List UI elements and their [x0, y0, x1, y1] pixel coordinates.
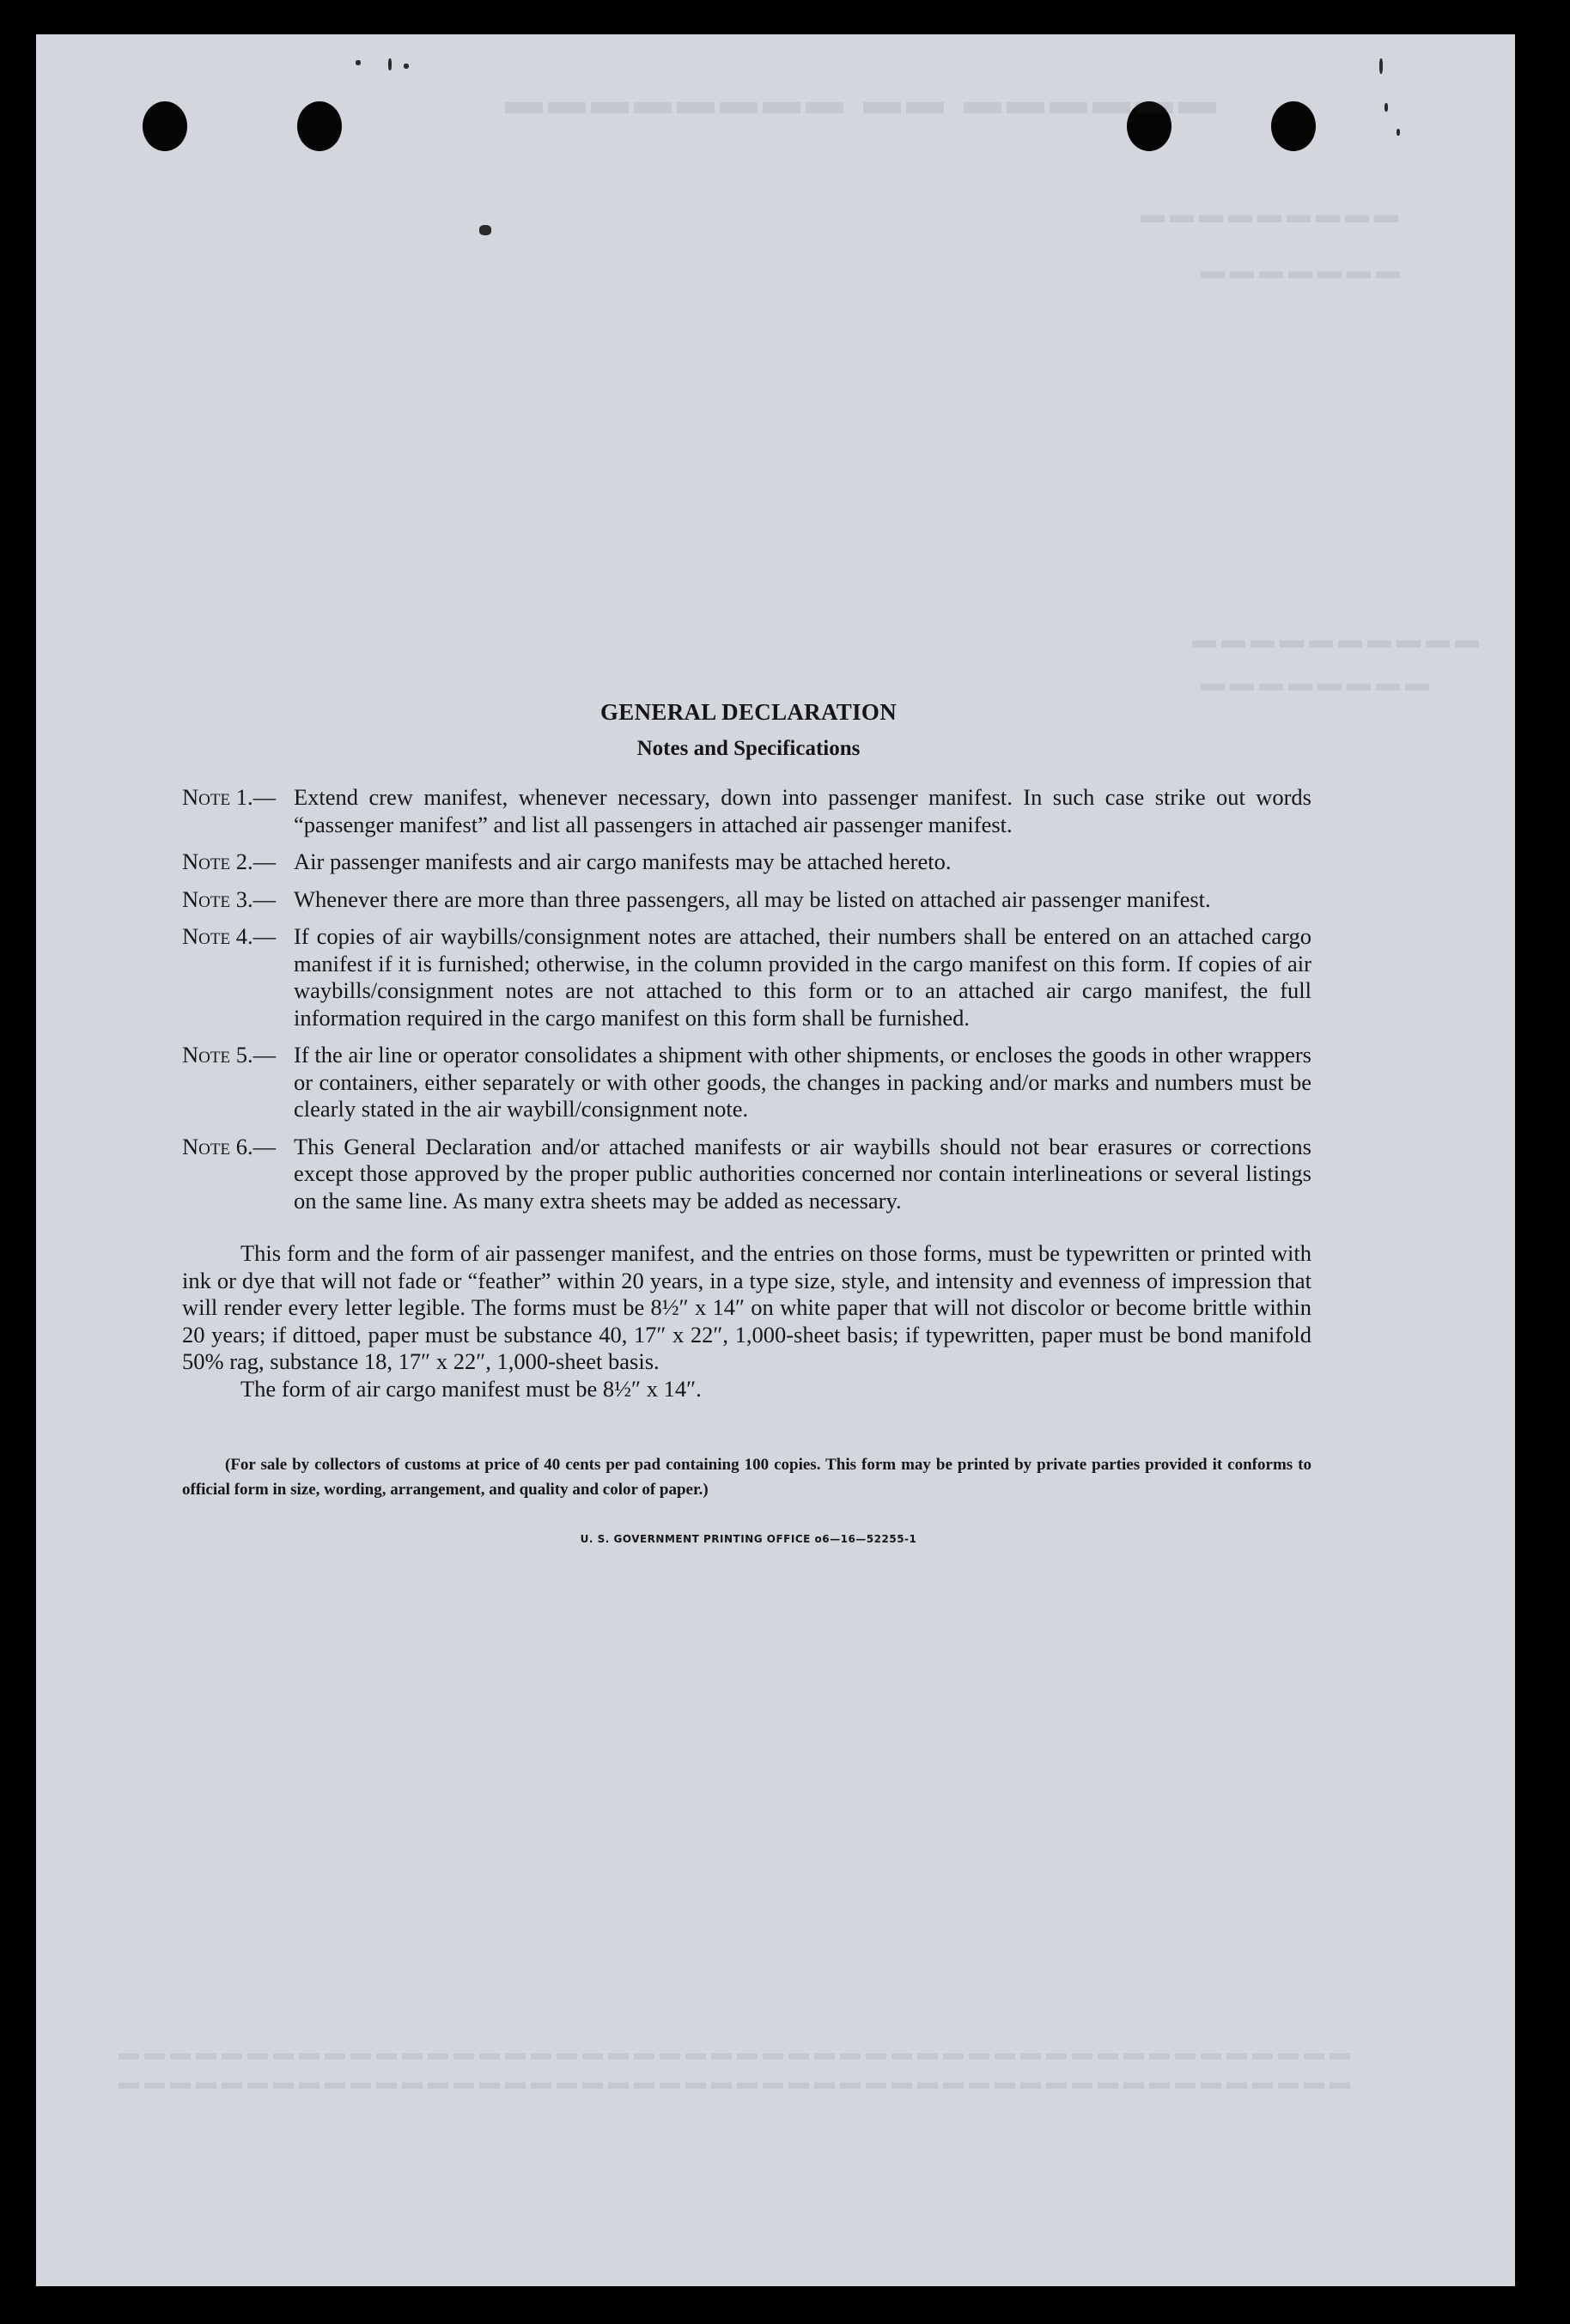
- declaration-text-block: [182, 699, 1311, 1554]
- cargo-manifest-size-paragraph: The form of air cargo manifest must be 8½″ x 14″.: [240, 1375, 702, 1402]
- note-2: [182, 849, 1311, 876]
- note-4: [182, 923, 1311, 1031]
- ink-speck: [356, 60, 361, 65]
- note-text: Extend crew manifest, whenever necessary, down into passenger manifest. In such case strike out words “passenger manifest” and list all passengers in attached air passenger manifest.: [294, 784, 1311, 837]
- note-5: [182, 1042, 1311, 1123]
- page-subtitle: Notes and Specifications: [636, 736, 861, 760]
- document-page: [36, 34, 1515, 2286]
- note-text: Whenever there are more than three passengers, all may be listed on attached air passenger manifest.: [294, 885, 1211, 912]
- ink-speck: [479, 225, 491, 235]
- ink-speck: [1384, 103, 1388, 112]
- note-label: Note 5.—: [182, 1042, 277, 1068]
- page-title: GENERAL DECLARATION: [599, 699, 897, 725]
- note-label: Note 2.—: [182, 849, 277, 874]
- note-6: [182, 1134, 1311, 1215]
- notes-list: [182, 784, 1311, 1214]
- bleed-through-texture: ▬▬▬▬▬▬▬▬: [1196, 670, 1429, 697]
- bleed-through-texture: ▬▬▬▬▬▬▬▬▬: [1135, 202, 1398, 228]
- sale-notice: (For sale by collectors of customs at price of 40 cents per pad containing 100 copies. This form may be printed by private parties provided it conforms to official form in size, wording, arrangement, and quality and color of paper.): [182, 1456, 1311, 1499]
- ink-speck: [1379, 58, 1383, 74]
- punch-hole: [297, 101, 342, 151]
- note-text: This General Declaration and/or attached manifests or air waybills should not bear erasures or corrections except those approved by the proper public authorities concerned nor contain interlineations or several listings on the same line. As many extra sheets may be added as necessary.: [294, 1133, 1311, 1214]
- bleed-through-texture: ▬▬▬▬▬▬ ▬▬ ▬▬▬▬▬▬▬▬: [500, 80, 1216, 122]
- ink-speck: [388, 58, 392, 70]
- note-label: Note 6.—: [182, 1133, 277, 1159]
- note-3: [182, 886, 1311, 914]
- note-text: If the air line or operator consolidates a shipment with other shipments, or encloses the goods in other wrappers or containers, either separately or with other goods, the changes in packing and/or marks and numbers must be clearly stated in the air waybill/consignment note.: [294, 1042, 1311, 1122]
- printer-imprint: U. S. GOVERNMENT PRINTING OFFICE o6—16—52255-1: [580, 1533, 917, 1545]
- note-label: Note 1.—: [182, 784, 277, 810]
- note-1: [182, 784, 1311, 838]
- bleed-through-texture: ▬▬▬▬▬▬▬▬▬▬▬▬▬▬▬▬▬▬▬▬▬▬▬▬▬▬▬▬▬▬▬▬▬▬▬▬▬▬▬▬▬▬▬▬▬▬▬▬: [113, 2072, 1350, 2094]
- bleed-through-texture: ▬▬▬▬▬▬▬▬▬▬: [1187, 627, 1479, 654]
- note-text: If copies of air waybills/consignment notes are attached, their numbers shall be entered on an attached cargo manifest if it is furnished; otherwise, in the column provided in the cargo manifest on this form. If copies of air waybills/consignment notes are not attached to this form or to an attached air cargo manifest, the full information required in the cargo manifest on this form shall be furnished.: [294, 923, 1311, 1031]
- ink-speck: [404, 64, 409, 69]
- note-text: Air passenger manifests and air cargo manifests may be attached hereto.: [294, 849, 952, 874]
- ink-speck: [1397, 129, 1400, 136]
- bleed-through-texture: ▬▬▬▬▬▬▬: [1196, 258, 1400, 284]
- punch-hole: [1271, 101, 1316, 151]
- note-label: Note 3.—: [182, 885, 277, 912]
- bleed-through-texture: ▬▬▬▬▬▬▬▬▬▬▬▬▬▬▬▬▬▬▬▬▬▬▬▬▬▬▬▬▬▬▬▬▬▬▬▬▬▬▬▬▬▬▬▬▬▬▬▬: [113, 2042, 1350, 2065]
- form-specification-paragraph: This form and the form of air passenger manifest, and the entries on those forms, must be typewritten or printed with ink or dye that will not fade or “feather” within 20 years, in a type size, style, and intensity and evenness of impression that will render every letter legible. The forms must be 8½″ x 14″ on white paper that will not discolor or become brittle within 20 years; if dittoed, paper must be substance 40, 17″ x 22″, 1,000-sheet basis; if typewritten, paper must be bond manifold 50% rag, substance 18, 17″ x 22″, 1,000-sheet basis.: [182, 1240, 1311, 1374]
- punch-hole: [143, 101, 187, 151]
- note-label: Note 4.—: [182, 923, 277, 949]
